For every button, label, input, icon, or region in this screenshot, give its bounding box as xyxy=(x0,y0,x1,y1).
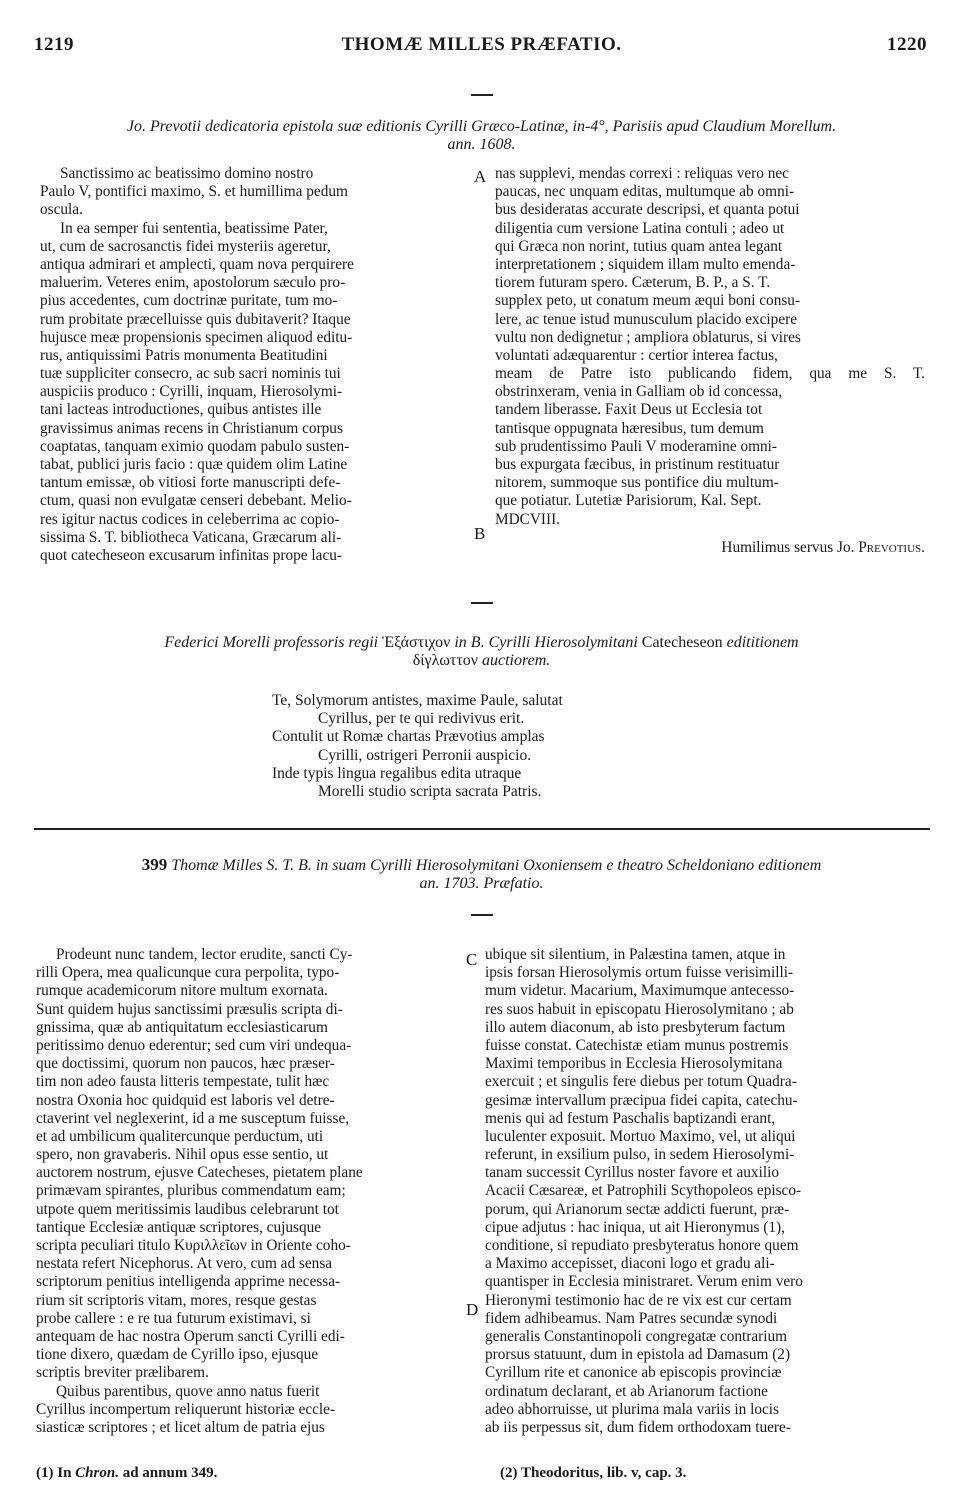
section-number: 399 xyxy=(141,855,168,874)
text-line: diligentia cum versione Latina contuli ; adeo ut xyxy=(495,219,785,237)
signature xyxy=(495,539,925,557)
text-line: adeo abhorruisse, ut plurima mala variis in locis xyxy=(485,1400,779,1418)
footnote-1-italic: Chron. xyxy=(75,1465,119,1481)
text-line: prorsus statuunt, dum in epistola ad Damasum (2) xyxy=(485,1346,791,1364)
text-line: quot catecheseon excusarum infinitas prope lacu- xyxy=(40,546,342,564)
text-line: utpote quem meritissimis laudibus celebrarunt tot xyxy=(36,1200,339,1218)
text-line: sub prudentissimo Pauli V moderamine omni- xyxy=(495,437,777,455)
text-line: gnissima, quæ ab antiquitatum ecclesiasticarum xyxy=(36,1018,328,1036)
poem-line: Morelli studio scripta sacrata Patris. xyxy=(318,783,542,801)
text-line: Acacii Cæsareæ, et Patrophili Scythopoleos episco- xyxy=(485,1182,802,1200)
running-title: THOMÆ MILLES PRÆFATIO. xyxy=(341,34,622,55)
poem-line: Cyrillus, per te qui redivivus erit. xyxy=(318,710,525,728)
text-line: scriptis breviter prælibarem. xyxy=(36,1364,209,1382)
section3-title-line1: Thomæ Milles S. T. B. in suam Cyrilli Hierosolymitani Oxoniensem e theatro Scheldoniano editionem xyxy=(171,857,822,874)
text-line: conditione, si repudiato presbyteratus honore quem xyxy=(485,1237,799,1254)
text-line: tanam successit Cyrillus noster favore et auxilio xyxy=(485,1164,779,1182)
text-line: ordinatum declarant, et ab Arianorum factione xyxy=(485,1382,768,1400)
text-line: tantique Ecclesiæ antiquæ scriptores, cujusque xyxy=(36,1218,322,1236)
footnote-1-prefix: (1) In xyxy=(36,1465,72,1481)
text-line: antequam de hac nostra Operum sancti Cyrilli edi- xyxy=(36,1327,345,1345)
text-line: rumque academicorum nitore multum exornata. xyxy=(36,982,328,1000)
signature-name: Prevotius. xyxy=(858,539,925,556)
poem-line: Inde typis lingua regalibus edita utraque xyxy=(272,764,522,782)
poem-line: Cyrilli, ostrigeri Perronii auspicio. xyxy=(318,746,532,764)
text-line: tiorem futuram spero. Cæterum, B. P., a S. T. xyxy=(495,274,771,292)
text-line: interpretationem ; siquidem illam multo emenda- xyxy=(495,255,796,273)
text-line: scriptorum penitius intelligenda apprime necessa- xyxy=(36,1273,341,1291)
text-line: In ea semper fui sententia, beatissime Pater, xyxy=(60,219,328,237)
text-line: peritissimo denuo ederentur; sed cum viri undequa- xyxy=(36,1036,352,1054)
text-line: coaptatas, tanquam eximio quodam pabulo susten- xyxy=(40,437,350,455)
section1-title-line1: Jo. Prevotii dedicatoria epistola suæ editionis Cyrilli Græco-Latinæ, in-4°, Parisiis apud Claudium Morellum. xyxy=(126,118,837,135)
text-line: nostra Oxonia hoc quidquid est laboris vel detre- xyxy=(36,1091,335,1109)
section3-title xyxy=(20,856,943,893)
text-line: maluerim. Veteres enim, apostolorum sæculo pro- xyxy=(40,274,346,292)
text-line: tantum emissæ, ob vitiosi forte manuscripti defe- xyxy=(40,474,341,492)
text-line: fuisse constat. Catechistæ etiam munus postremis xyxy=(485,1036,789,1054)
text-line: referunt, in exsilium pulso, in sedem Hierosolymi- xyxy=(485,1146,795,1164)
text-line: tantisque oppugnata hæresibus, tum demum xyxy=(495,419,764,437)
text-line: luculenter exposuit. Mortuo Maximo, vel, ut aliqui xyxy=(485,1127,796,1145)
text-line: MDCVIII. xyxy=(495,510,561,528)
section2-title-part4: edititionem xyxy=(726,634,799,651)
text-line: tabat, publici juris facio : quæ quidem olim Latine xyxy=(40,456,348,473)
text-line: tandem liberasse. Faxit Deus ut Ecclesia tot xyxy=(495,401,763,419)
section3-title-line2: an. 1703. Præfatio. xyxy=(419,875,544,892)
text-line: Prodeunt nunc tandem, lector erudite, sancti Cy- xyxy=(56,946,353,963)
text-line: pius accedentes, cum doctrinæ puritate, tum mo- xyxy=(40,292,338,310)
text-line: illo autem diaconum, ab isto presbyterum factum xyxy=(485,1018,786,1036)
margin-letter-c: C xyxy=(466,950,478,969)
text-line: ubique sit silentium, in Palæstina tamen, atque in xyxy=(485,946,786,963)
text-line: rilli Opera, mea qualicunque cura perpolita, typo- xyxy=(36,964,340,982)
text-line: nas supplevi, mendas correxi : reliquas vero nec xyxy=(495,165,789,182)
text-line: tim non adeo fausta litteris tempestate, tulit hæc xyxy=(36,1073,330,1091)
text-line: siasticæ scriptores ; et licet altum de patria ejus xyxy=(36,1418,325,1436)
section2-title-part2: in B. Cyrilli Hierosolymitani xyxy=(454,634,638,651)
text-line: supplex peto, ut conatum meum æqui boni consu- xyxy=(495,292,801,310)
text-line: paucas, nec unquam editas, multumque ab omni- xyxy=(495,183,795,201)
section3-right-column xyxy=(485,946,919,1437)
text-line: obstrinxeram, venia in Galliam ob id concessa, xyxy=(495,383,783,401)
text-line: et ad umbilicum qualitercunque perductum, uti xyxy=(36,1127,324,1145)
text-line: primævam spirantes, pluribus commendatum eam; xyxy=(36,1182,346,1200)
section2-title-part1: Federici Morelli professoris regii xyxy=(164,634,379,651)
text-line: nestata refert Nicephorus. At vero, cum ad sensa xyxy=(36,1255,333,1273)
text-line: Sanctissimo ac beatissimo domino nostro xyxy=(60,165,314,182)
text-line: rus, antiquissimi Patris monumenta Beatitudini xyxy=(40,346,328,364)
section2-title xyxy=(20,634,943,670)
text-line: voluntati adæquarentur : certior interea factus, xyxy=(495,346,778,364)
footnote-1-suffix: ad annum 349. xyxy=(122,1465,218,1481)
text-line: Maximi temporibus in Ecclesia Hierosolymitana xyxy=(485,1055,783,1073)
text-line: cipue adjutus : hac iniqua, ut ait Hieronymus (1), xyxy=(485,1218,785,1236)
text-line: mum videtur. Macarium, Maximumque antecesso- xyxy=(485,982,795,1000)
text-line: ab iis perpessus sit, dum fidem orthodoxam tuere- xyxy=(485,1418,791,1436)
separator-dash xyxy=(471,94,493,96)
text-line: porum, qui Arianorum sectæ addicti fuerunt, præ- xyxy=(485,1200,790,1218)
section2-title-part5: auctiorem. xyxy=(482,652,551,669)
text-line: rum probitate præcelluisse quis dubitaverit? Itaque xyxy=(40,310,351,328)
text-line: ctaverint vel neglexerint, id a me susceptum fuisse, xyxy=(36,1109,350,1127)
text-line: tione dixero, quædam de Cyrillo ipso, ejusque xyxy=(36,1346,319,1364)
text-line: scripta peculiari titulo Κυριλλεῖων in Oriente coho- xyxy=(36,1237,351,1254)
text-line: Sunt quidem hujus sanctissimi præsulis scripta di- xyxy=(36,1000,343,1018)
text-line: bus desideratas accurate descripsi, et quanta potui xyxy=(495,201,800,219)
text-line: sissima S. T. bibliotheca Vaticana, Græcarum ali- xyxy=(40,528,342,546)
text-line: menis qui ad festum Paschalis baptizandi erant, xyxy=(485,1109,776,1127)
text-line: hujusce meæ propensionis specimen aliquod editu- xyxy=(40,328,353,346)
text-line: Paulo V, pontifici maximo, S. et humillima pedum xyxy=(40,183,348,201)
section1-right-column xyxy=(495,165,925,529)
poem-line: Te, Solymorum antistes, maxime Paule, salutat xyxy=(272,692,563,709)
text-line: res suos habuit in episcopatu Hierosolymitano ; ab xyxy=(485,1000,794,1018)
text-line: ipsis forsan Hierosolymis ortum fuisse verisimilli- xyxy=(485,964,794,982)
text-line: spero, non gravaberis. Nihil opus esse sentio, ut xyxy=(36,1146,329,1164)
section1-title xyxy=(20,118,943,154)
text-line: que doctissimi, quorum non paucos, hæc præser- xyxy=(36,1055,335,1073)
section2-title-greek: Ἑξάστιχον xyxy=(382,634,451,651)
text-line: probe callere : e re tua futurum existimavi, si xyxy=(36,1309,311,1327)
text-line: meam de Patre isto publicando fidem, qua me S. T. xyxy=(495,365,925,383)
section-rule xyxy=(34,828,930,830)
text-line: Cyrillum rite et canonice ab episcopis provinciæ xyxy=(485,1364,782,1382)
text-line: ctum, quasi non evulgatæ censeri debebant. Melio- xyxy=(40,492,352,510)
margin-letter-d: D xyxy=(466,1300,479,1319)
text-line: res igitur nactus codices in celeberrima ac copio- xyxy=(40,510,340,528)
text-line: generalis Constantinopoli congregatæ contrarium xyxy=(485,1327,788,1345)
text-line: Hieronymi testimonio hac de re vix est cur certam xyxy=(485,1291,792,1309)
section1-title-line2: ann. 1608. xyxy=(447,136,516,153)
text-line: exercuit ; et singulis fere diebus per totum Quadra- xyxy=(485,1073,797,1091)
poem xyxy=(272,692,563,801)
text-line: quantisper in Ecclesia ministraret. Verum enim vero xyxy=(485,1273,803,1291)
text-line: rium sit scriptoris vitam, mores, resque gestas xyxy=(36,1291,317,1309)
text-line: auctorem nostrum, ejusve Catecheses, pietatem plane xyxy=(36,1164,363,1182)
section1-left-column xyxy=(40,165,468,565)
text-line: nitorem, summoque sus pontifice diu multum- xyxy=(495,474,779,492)
text-line: Quibus parentibus, quove anno natus fuerit xyxy=(56,1382,320,1400)
text-line: tani lacteas introductiones, quibus antistes ille xyxy=(40,401,322,419)
text-line: ut, cum de sacrosanctis fidei mysteriis ageretur, xyxy=(40,237,331,255)
text-line: auspiciis produco : Cyrilli, inquam, Hierosolymi- xyxy=(40,383,343,401)
text-line: a Maximo accepisset, diaconi logo et gradu ali- xyxy=(485,1255,775,1273)
poem-line: Contulit ut Romæ chartas Prævotius amplas xyxy=(272,728,545,746)
page-number-right: 1220 xyxy=(887,34,927,55)
margin-letter-b: B xyxy=(474,524,486,543)
footnote-2: (2) Theodoritus, lib. v, cap. 3. xyxy=(500,1465,687,1481)
text-line: antiqua admirari et amplecti, quam nova perquirere xyxy=(40,255,354,273)
separator-dash xyxy=(471,914,493,916)
text-line: oscula. xyxy=(40,201,83,219)
text-line: bus expurgata fæcibus, in pristinum restituatur xyxy=(495,456,780,473)
margin-letter-a: A xyxy=(474,167,487,186)
text-line: vultu non dedignetur ; ampliora oblaturus, si vires xyxy=(495,328,801,346)
text-line: lere, ac tenue istud munusculum placido excipere xyxy=(495,310,798,328)
section2-title-greek2: δίγλωττον xyxy=(412,652,478,669)
text-line: tuæ suppliciter consecro, ac sub sacri nominis tui xyxy=(40,365,341,383)
footnote-1 xyxy=(36,1465,217,1482)
text-line: gravissimus animas recens in Christianum corpus xyxy=(40,419,343,437)
text-line: que potiatur. Lutetiæ Parisiorum, Kal. Sept. xyxy=(495,492,762,510)
section2-title-part3: Catecheseon xyxy=(641,634,723,651)
text-line: gesimæ intervallum præcipua fidei capita, catechu- xyxy=(485,1091,798,1109)
separator-dash xyxy=(471,602,493,604)
section3-left-column xyxy=(36,946,462,1437)
text-line: fidem adhibeamus. Nam Patres secundæ synodi xyxy=(485,1309,778,1327)
page-number-left: 1219 xyxy=(34,34,74,55)
text-line: qui Græca non norint, tutius quam antea legant xyxy=(495,237,783,255)
signature-prefix: Humilimus servus Jo. xyxy=(721,539,855,556)
text-line: Cyrillus incompertum reliquerunt historiæ eccle- xyxy=(36,1400,336,1418)
